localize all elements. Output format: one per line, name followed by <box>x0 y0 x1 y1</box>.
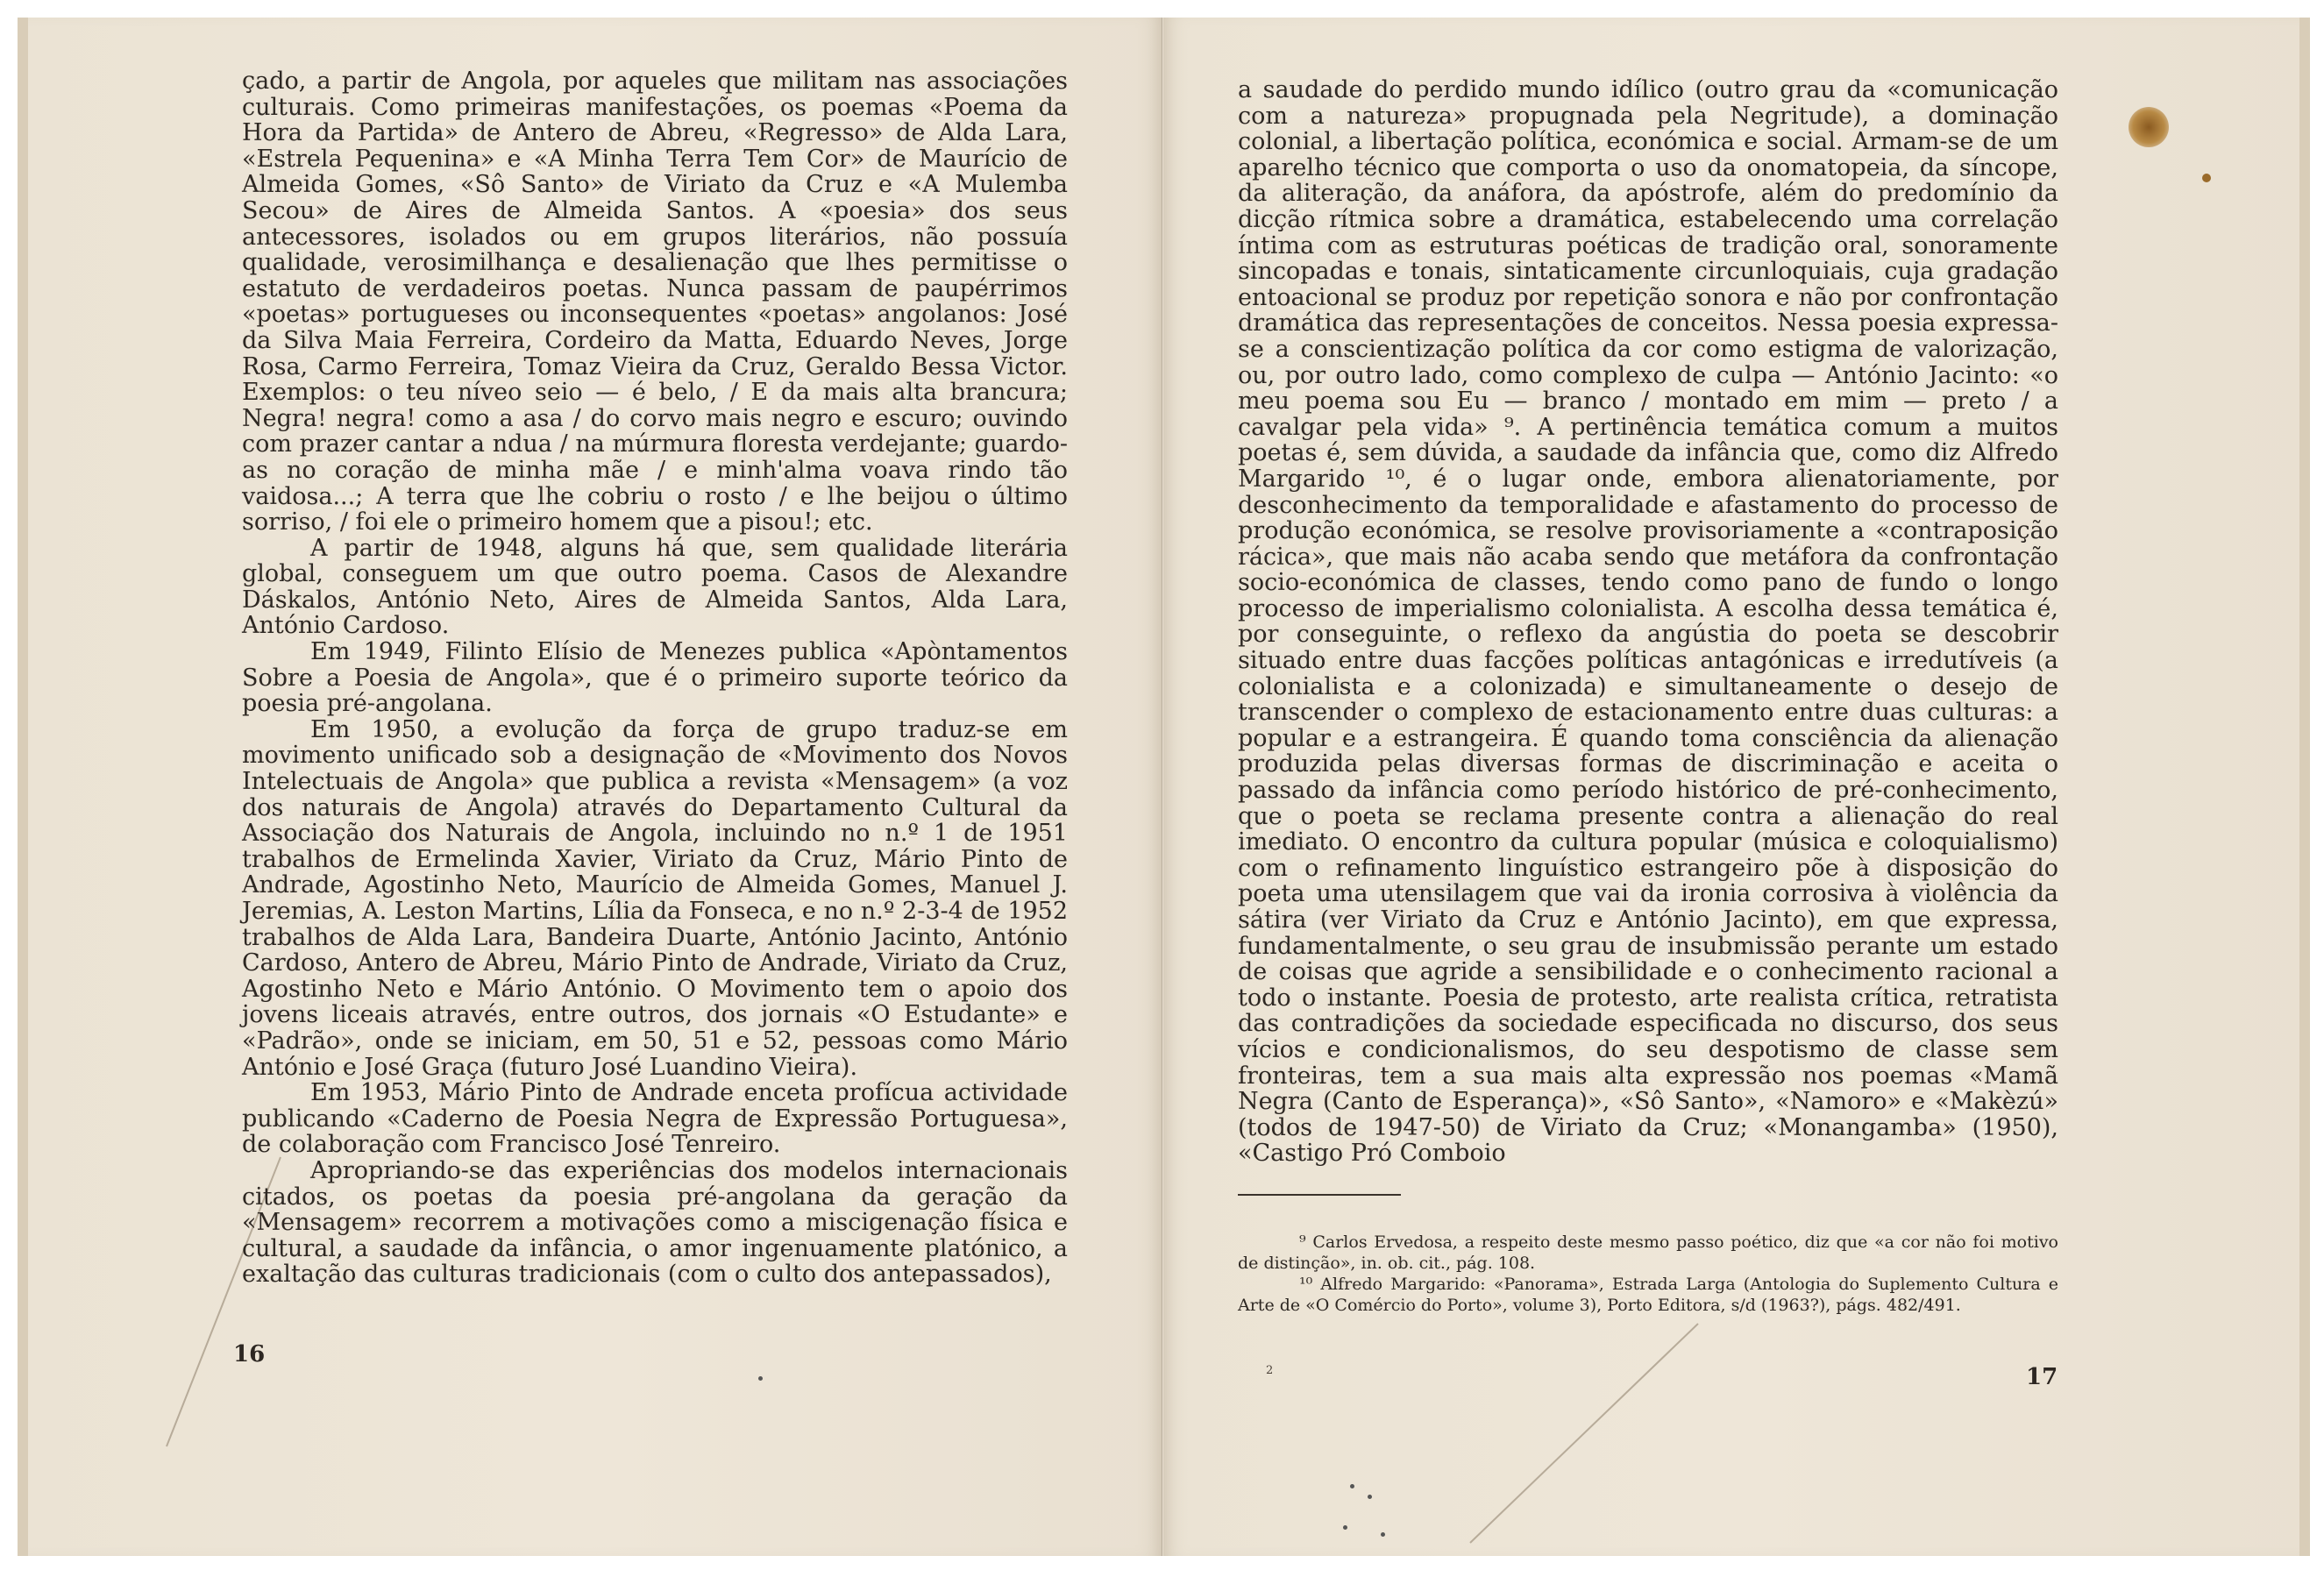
footnote-divider <box>1238 1194 1401 1196</box>
signature-mark: 2 <box>1266 1364 1274 1377</box>
footnote: ⁹ Carlos Ervedosa, a respeito deste mesmo passo poético, diz que «a cor não foi motivo de distinção», in. ob. cit., pág. 108. <box>1238 1233 2058 1273</box>
paragraph: a saudade do perdido mundo idílico (outro grau da «comunicação com a natureza» propugnada pela Negritude), a dominação colonial, a libertação política, económica e social. Armam-se de um aparelho técnico que comporta o uso da onomatopeia, da síncope, da aliteração, da anáfora, da apóstrofe, além do predomínio da dicção rítmica sobre a dramática, estabelecendo uma correlação íntima com as estruturas poéticas de tradição oral, sonoramente sincopadas e tonais, sintaticamente circunloquiais, cuja gradação entoacional se produz por repetição sonora e não por confrontação dramática das representações de conceitos. Nessa poesia expressa-se a conscientização política da cor como estigma de valorização, ou, por outro lado, como complexo de culpa — António Jacinto: «o meu poema sou Eu — branco / montado em mim — preto / a cavalgar pela vida» ⁹. A pertinência temática comum a muitos poetas é, sem dúvida, a saudade da infância que, como diz Alfredo Margarido ¹⁰, é o lugar onde, embora alienatoriamente, por desconhecimento da temporalidade e afastamento do processo de produção económica, se resolve provisoriamente a «contraposição rácica», que mais não acaba sendo que metáfora da confrontação socio-económica de classes, tendo como pano de fundo o longo processo de imperialismo colonialista. A escolha dessa temática é, por conseguinte, o reflexo da angústia do poeta se descobrir situado entre duas facções políticas antagónicas e irredutíveis (a colonialista e a colonizada) e simultaneamente o desejo de transcender o complexo de estacionamento entre duas culturas: a popular e a estrangeira. É quando toma consciência da alienação produzida pelas diversas formas de discriminação e aceita o passado da infância como período histórico de pré-conhecimento, que o poeta se reclama presente contra a alienação do real imediato. O encontro da cultura popular (música e coloquialismo) com o refinamento linguístico estrangeiro põe à disposição do poeta uma utensilagem que vai da ironia corrosiva à violência da sátira (ver Viriato da Cruz e António Jacinto), em que expressa, fundamentalmente, o seu grau de insubmissão perante um estado de coisas que agride a sensibilidade e o conhecimento racional a todo o instante. Poesia de protesto, arte realista crítica, retratista das contradições da sociedade especificada no discurso, dos seus vícios e condicionalismos, do seu despotismo de classe sem fronteiras, tem a sua mais alta expressão nos poemas «Mamã Negra (Canto de Esperança)», «Sô Santo», «Namoro» e «Makèzú» (todos de 1947-50) de Viriato da Cruz; «Monangamba» (1950), «Castigo Pró Comboio <box>1238 76 2058 1168</box>
speck <box>1381 1532 1385 1537</box>
page-edge <box>2299 18 2310 1556</box>
paragraph: Apropriando-se das experiências dos modelos internacionais citados, os poetas da poesia pré-angolana da geração da «Mensagem» recorrem a motivações como a miscigenação física e cultural, a saudade da infância, o amor ingenuamente platónico, a exaltação das culturas tradicionais (com o culto dos antepassados), <box>242 1156 1068 1289</box>
paragraph: çado, a partir de Angola, por aqueles que militam nas associações culturais. Como primeiras manifestações, os poemas «Poema da Hora da Partida» de Antero de Abreu, «Regresso» de Alda Lara, «Estrela Pequenina» e «A Minha Terra Tem Cor» de Maurício de Almeida Gomes, «Sô Santo» de Viriato da Cruz e «A Mulemba Secou» de Aires de Almeida Santos. A «poesia» dos seus antecessores, isolados ou em grupos literários, não possuía qualidade, verosimilhança e desalienação que lhes permitisse o estatuto de verdadeiros poetas. Nunca passam de paupérrimos «poetas» portugueses ou inconsequentes «poetas» angolanos: José da Silva Maia Ferreira, Cordeiro da Matta, Eduardo Neves, Jorge Rosa, Carmo Ferreira, Tomaz Vieira da Cruz, Geraldo Bessa Victor. Exemplos: o teu níveo seio — é belo, / E da mais alta brancura; Negra! negra! como a asa / do corvo mais negro e escuro; ouvindo com prazer cantar a ndua / na múrmura floresta verdejante; guardo-as no coração de minha mãe / e minh'alma voava rindo tão vaidosa...; A terra que lhe cobriu o rosto / e lhe beijou o último sorriso, / foi ele o primeiro homem que a pisou!; etc. <box>242 67 1068 536</box>
footnote: ¹⁰ Alfredo Margarido: «Panorama», Estrada Larga (Antologia do Suplemento Cultura e Arte de «O Comércio do Porto», volume 3), Porto Editora, s/d (1963?), págs. 482/491. <box>1238 1275 2058 1315</box>
pencil-mark <box>1453 1315 1716 1556</box>
speck <box>1368 1495 1372 1499</box>
left-page-text <box>242 68 1068 1288</box>
right-page-text <box>1238 77 2058 1167</box>
stain-mark <box>2129 107 2169 147</box>
stain-mark <box>2202 174 2211 182</box>
page-number: 17 <box>2026 1364 2058 1390</box>
paragraph: Em 1953, Mário Pinto de Andrade enceta profícua actividade publicando «Caderno de Poesia Negra de Expressão Portuguesa», de colaboração com Francisco José Tenreiro. <box>242 1079 1068 1159</box>
paragraph: A partir de 1948, alguns há que, sem qualidade literária global, conseguem um que outro poema. Casos de Alexandre Dáskalos, António Neto, Aires de Almeida Santos, Alda Lara, António Cardoso. <box>242 534 1068 640</box>
paragraph: Em 1950, a evolução da força de grupo traduz-se em movimento unificado sob a designação de «Movimento dos Novos Intelectuais de Angola» que publica a revista «Mensagem» (a voz dos naturais de Angola) através do Departamento Cultural da Associação dos Naturais de Angola, incluindo no n.º 1 de 1951 trabalhos de Ermelinda Xavier, Viriato da Cruz, Mário Pinto de Andrade, Agostinho Neto, Maurício de Almeida Gomes, Manuel J. Jeremias, A. Leston Martins, Lília da Fonseca, e no n.º 2-3-4 de 1952 trabalhos de Alda Lara, Bandeira Duarte, António Jacinto, António Cardoso, Antero de Abreu, Mário Pinto de Andrade, Viriato da Cruz, Agostinho Neto e Mário António. O Movimento tem o apoio dos jovens liceais através, entre outros, dos jornais «O Estudante» e «Padrão», onde se iniciam, em 50, 51 e 52, pessoas como Mário António e José Graça (futuro José Luandino Vieira). <box>242 715 1068 1081</box>
page-edge <box>18 18 28 1556</box>
speck <box>758 1376 763 1381</box>
speck <box>1350 1484 1354 1488</box>
page-number: 16 <box>233 1341 266 1368</box>
footnotes <box>1238 1232 2058 1316</box>
paragraph: Em 1949, Filinto Elísio de Menezes publica «Apòntamentos Sobre a Poesia de Angola», que é o primeiro suporte teórico da poesia pré-angolana. <box>242 638 1068 718</box>
speck <box>1343 1525 1347 1530</box>
